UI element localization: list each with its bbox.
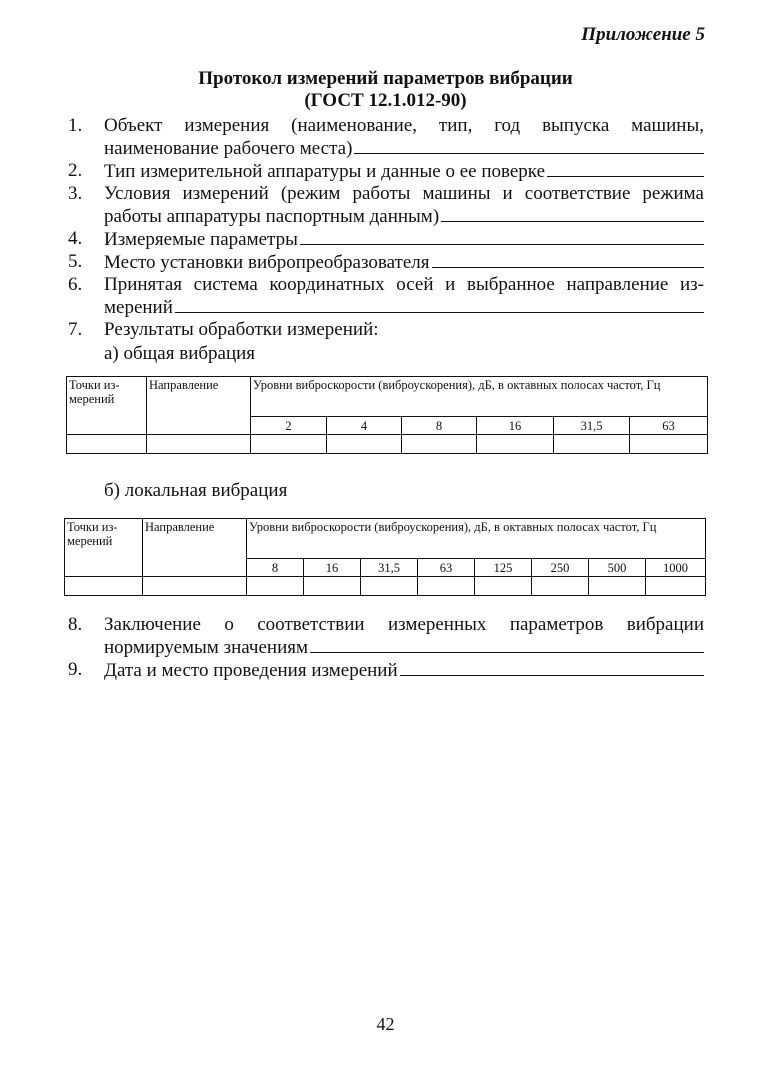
local-vibration-heading: б) локальная вибрация bbox=[104, 480, 288, 501]
freq-cell: 16 bbox=[304, 559, 361, 577]
protocol-items bbox=[66, 115, 704, 341]
blank-field[interactable] bbox=[354, 137, 704, 154]
item-number: 7. bbox=[68, 319, 83, 340]
freq-cell: 2 bbox=[251, 417, 327, 435]
list-item bbox=[66, 115, 704, 160]
blank-cell[interactable] bbox=[251, 435, 327, 454]
blank-cell[interactable] bbox=[143, 577, 247, 596]
list-item bbox=[66, 228, 704, 251]
freq-cell: 31,5 bbox=[554, 417, 630, 435]
freq-cell: 125 bbox=[475, 559, 532, 577]
freq-cell: 63 bbox=[418, 559, 475, 577]
general-vibration-heading: а) общая вибрация bbox=[104, 343, 256, 364]
freq-cell: 16 bbox=[477, 417, 554, 435]
blank-cell[interactable] bbox=[247, 577, 304, 596]
freq-cell: 1000 bbox=[646, 559, 706, 577]
item-text: Условия измерений (режим работы машины и соответствие режима bbox=[104, 183, 704, 204]
blank-cell[interactable] bbox=[532, 577, 589, 596]
col-direction-header: Направление bbox=[147, 377, 251, 435]
list-item bbox=[66, 251, 704, 274]
col-levels-header: Уровни виброскорости (виброускорения), дБ, в октавных полосах частот, Гц bbox=[251, 377, 708, 417]
blank-cell[interactable] bbox=[477, 435, 554, 454]
freq-cell: 8 bbox=[247, 559, 304, 577]
list-item bbox=[66, 614, 704, 659]
blank-cell[interactable] bbox=[554, 435, 630, 454]
freq-cell: 8 bbox=[402, 417, 477, 435]
item-text: Результаты обработки измерений: bbox=[104, 319, 379, 340]
blank-field[interactable] bbox=[175, 296, 704, 313]
protocol-standard: (ГОСТ 12.1.012-90) bbox=[304, 90, 467, 111]
item-text: Тип измерительной аппаратуры и данные о ее поверке bbox=[104, 161, 545, 182]
blank-cell[interactable] bbox=[402, 435, 477, 454]
item-text: Дата и место проведения измерений bbox=[104, 660, 398, 681]
blank-cell[interactable] bbox=[589, 577, 646, 596]
freq-cell: 63 bbox=[630, 417, 708, 435]
col-points-header: Точки из-мерений bbox=[65, 519, 143, 577]
item-number: 6. bbox=[68, 274, 83, 295]
item-text: Принятая система координатных осей и выбранное направление из- bbox=[104, 274, 704, 295]
page-number: 42 bbox=[376, 1014, 395, 1034]
list-item bbox=[66, 183, 704, 228]
table-row bbox=[67, 435, 708, 454]
protocol-title: Протокол измерений параметров вибрации bbox=[198, 68, 573, 89]
blank-cell[interactable] bbox=[147, 435, 251, 454]
col-levels-header: Уровни виброскорости (виброускорения), дБ, в октавных полосах частот, Гц bbox=[247, 519, 706, 559]
item-text: работы аппаратуры паспортным данным) bbox=[104, 206, 440, 227]
blank-cell[interactable] bbox=[361, 577, 418, 596]
item-text: Место установки вибропреобразователя bbox=[104, 252, 430, 273]
freq-cell: 4 bbox=[327, 417, 402, 435]
blank-field[interactable] bbox=[547, 160, 704, 177]
item-number: 9. bbox=[68, 659, 83, 680]
item-text: мерений bbox=[104, 297, 173, 318]
general-vibration-table bbox=[66, 376, 708, 454]
list-item bbox=[66, 319, 704, 341]
list-item bbox=[66, 274, 704, 319]
blank-cell[interactable] bbox=[630, 435, 708, 454]
freq-cell: 31,5 bbox=[361, 559, 418, 577]
blank-field[interactable] bbox=[400, 659, 704, 676]
item-number: 5. bbox=[68, 251, 83, 272]
col-direction-header: Направление bbox=[143, 519, 247, 577]
protocol-final-items bbox=[66, 614, 704, 682]
item-text: наименование рабочего места) bbox=[104, 138, 353, 159]
blank-cell[interactable] bbox=[65, 577, 143, 596]
blank-field[interactable] bbox=[300, 228, 704, 245]
col-points-header: Точки из-мерений bbox=[67, 377, 147, 435]
item-text: Объект измерения (наименование, тип, год выпуска машины, bbox=[104, 115, 704, 136]
item-number: 8. bbox=[68, 614, 83, 635]
blank-cell[interactable] bbox=[67, 435, 147, 454]
item-number: 4. bbox=[68, 228, 83, 249]
item-text: Измеряемые параметры bbox=[104, 229, 298, 250]
blank-cell[interactable] bbox=[327, 435, 402, 454]
freq-cell: 250 bbox=[532, 559, 589, 577]
list-item bbox=[66, 160, 704, 183]
blank-cell[interactable] bbox=[304, 577, 361, 596]
blank-field[interactable] bbox=[432, 251, 705, 268]
table-row bbox=[65, 577, 706, 596]
local-vibration-table bbox=[64, 518, 706, 596]
blank-field[interactable] bbox=[310, 636, 704, 653]
list-item bbox=[66, 659, 704, 682]
blank-cell[interactable] bbox=[646, 577, 706, 596]
blank-cell[interactable] bbox=[475, 577, 532, 596]
item-number: 2. bbox=[68, 160, 83, 181]
item-text: Заключение о соответствии измеренных параметров вибрации bbox=[104, 614, 704, 635]
item-number: 3. bbox=[68, 183, 83, 204]
item-text: нормируемым значениям bbox=[104, 637, 308, 658]
blank-field[interactable] bbox=[441, 205, 704, 222]
item-number: 1. bbox=[68, 115, 83, 136]
freq-cell: 500 bbox=[589, 559, 646, 577]
appendix-label: Приложение 5 bbox=[581, 24, 705, 45]
blank-cell[interactable] bbox=[418, 577, 475, 596]
